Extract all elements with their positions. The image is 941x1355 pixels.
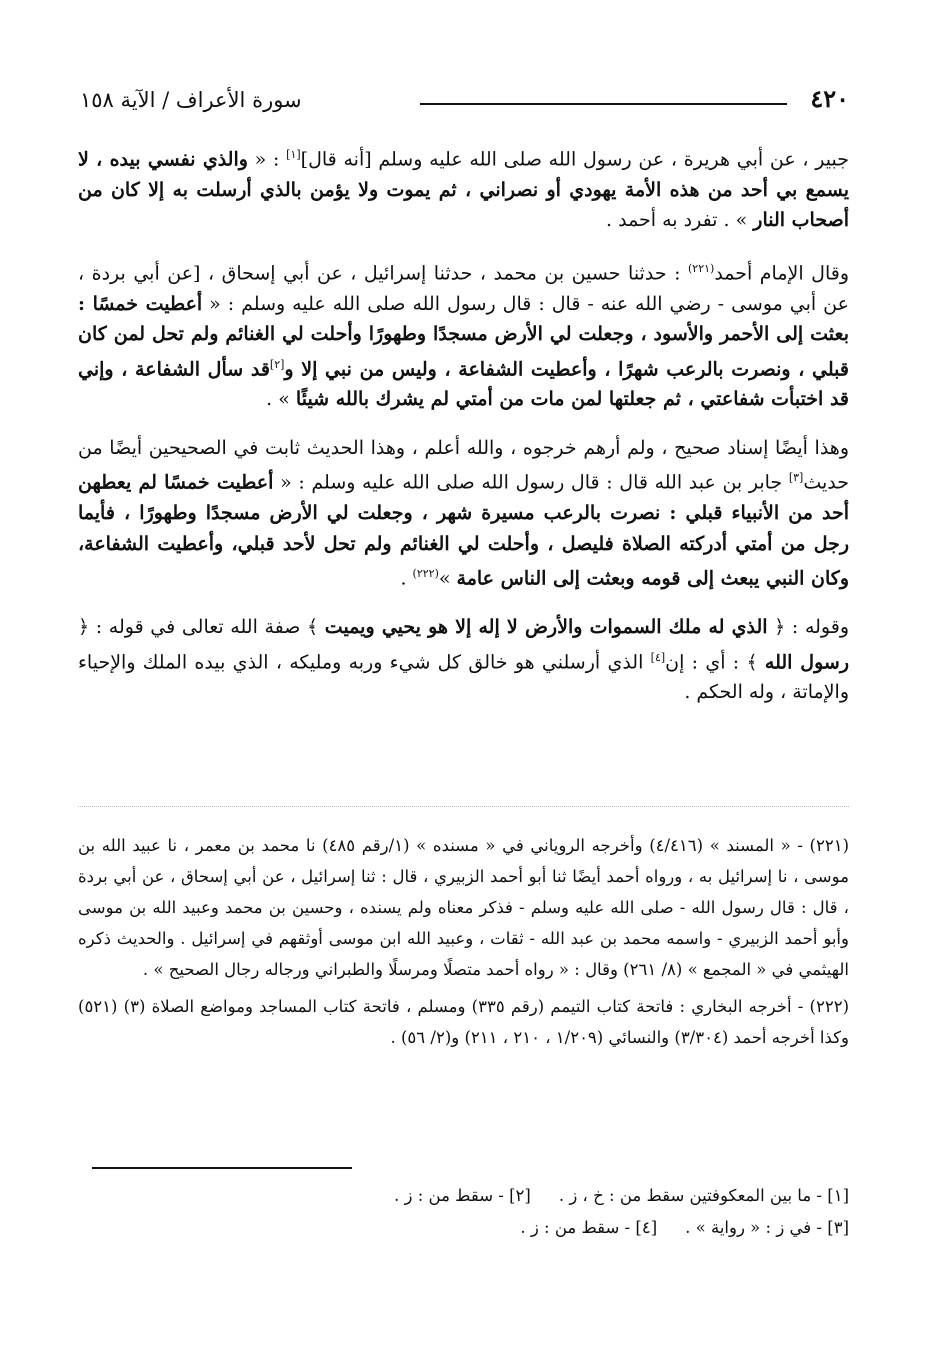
hadith-text: قد سأل الشفاعة ، وإني قد اختبأت شفاعتي ، ثم جعلتها لمن مات من أمتي لم يشرك بالله شيئًا — [78, 357, 849, 411]
footnote-222: (٢٢٢) - أخرجه البخاري : فاتحة كتاب التيمم (رقم ٣٣٥) ومسلم ، فاتحة كتاب المساجد ومواضع الصلاة (٣) (٥٢١) وكذا أخرجه أحمد (٣/٣٠٤) والنسائي (١/٢٠٩ ، ٢١٠ ، ٢١١) و(٢/ ٥٦) . — [78, 997, 850, 1047]
paragraph-1 — [78, 140, 849, 236]
variant-note-1: [١] - ما بين المعكوفتين سقط من : خ ، ز . — [558, 1186, 849, 1205]
narration-text: » . — [266, 388, 296, 411]
narration-text: » — [438, 567, 457, 590]
reference-marker: [٤] — [650, 650, 666, 664]
variant-note-2: [٢] - سقط من : ز . — [394, 1186, 531, 1205]
narration-text: . — [400, 567, 413, 590]
footnotes — [78, 830, 849, 1059]
narration-text: ﴾ : أي : إن — [665, 650, 765, 673]
hadith-text: أعطيت خمسًا لم يعطهن أحد من الأنبياء قبلي : نصرت بالرعب مسيرة شهر ، وجعلت لي الأرض مسجدًا وطهورًا ، فأيما رجل من أمتي أدركته الصلاة فليصل ، وأحلت لي الغنائم ولم تحل لأحد قبلي، وأعطيت الشفاعة، وكان النبي يبعث إلى قومه وبعثت إلى الناس عامة — [78, 471, 849, 590]
paragraph-4 — [78, 612, 849, 708]
page-header — [80, 84, 849, 124]
narration-text: وقوله : ﴿ — [767, 616, 849, 639]
running-title: سورة الأعراف / الآية ١٥٨ — [80, 88, 302, 112]
variant-notes-row — [78, 1180, 849, 1212]
narration-text: ﴾ صفة الله تعالى في قوله : ﴿ — [78, 616, 325, 639]
footnote-221: (٢٢١) - « المسند » (٤/٤١٦) وأخرجه الروياني في « مسنده » (١/رقم ٤٨٥) نا محمد بن معمر ، نا عبيد الله بن موسى ، نا إسرائيل به ، ورواه أحمد أيضًا ثنا أبو أحمد الزبيري ، قال : ثنا إسرائيل ، عن أبي إسحاق ، عن أبي بردة ، قال : قال رسول الله - صلى الله عليه وسلم - فذكر معناه ولم يسنده ، وحسين بن محمد وعبيد الله بن موسى وأبو أحمد الزبيري - واسمه محمد بن عبد الله - ثقات ، وعبيد الله ابن موسى أوثقهم في إسرائيل . والحديث ذكره الهيثمي في « المجمع » (٨/ ٢٦١) وقال : « رواه أحمد متصلًا ومرسلًا والطبراني ورجاله رجال الصحيح » . — [78, 836, 850, 979]
footnote-separator — [78, 806, 849, 807]
hadith-text: والذي نفسي بيده ، لا يسمع بي أحد من هذه الأمة يهودي أو نصراني ، ثم يموت ولا يؤمن بالذي أرسلت به إلا كان من أصحاب النار — [78, 148, 849, 232]
hadith-text: الذي له ملك السموات والأرض لا إله إلا هو يحيي ويميت — [324, 616, 768, 639]
narration-text: : « — [247, 148, 287, 171]
reference-marker: [١] — [286, 148, 301, 161]
reference-marker: (٢٢٢) — [412, 567, 439, 581]
variant-note-3: [٣] - في ز : « رواية » . — [685, 1218, 849, 1237]
reference-marker: [٣] — [788, 471, 804, 485]
narration-text: جبير ، عن أبي هريرة ، عن رسول الله صلى الله عليه وسلم [أنه قال] — [300, 148, 849, 171]
variant-notes-rule — [92, 1167, 352, 1169]
narration-text: جابر بن عبد الله قال : قال رسول الله صلى الله عليه وسلم : « — [273, 471, 789, 494]
narration-text: وقال الإمام أحمد — [714, 262, 849, 285]
hadith-text: أعطيت خمسًا : بعثت إلى الأحمر والأسود ، وجعلت لي الأرض مسجدًا وطهورًا وأحلت لي الغنائم ولم تحل لمن كان قبلي ، ونصرت بالرعب شهرًا ، وأعطيت الشفاعة ، وليس من نبي إلا و — [78, 292, 849, 380]
main-text — [78, 140, 849, 708]
narration-text: الذي أرسلني هو خالق كل شيء وربه ومليكه ، الذي بيده الملك والإحياء والإماتة ، وله الحكم . — [78, 650, 849, 704]
variant-notes — [78, 1180, 849, 1244]
reference-marker: (٢٢١) — [687, 261, 715, 275]
narration-text: : حدثنا حسين بن محمد ، حدثنا إسرائيل ، عن أبي إسحاق ، [عن أبي بردة ، عن أبي موسى - رضي الله عنه - قال : قال رسول الله صلى الله عليه وسلم : « — [78, 262, 849, 315]
paragraph-2 — [78, 254, 849, 415]
paragraph-3 — [78, 433, 849, 594]
header-rule — [420, 103, 787, 105]
page-number: ٤٢٠ — [810, 84, 849, 113]
reference-marker: [٢] — [269, 357, 285, 371]
hadith-text: رسول الله — [764, 650, 850, 673]
variant-notes-row — [78, 1212, 849, 1244]
narration-text: » . تفرد به أحمد . — [606, 209, 754, 232]
variant-note-4: [٤] - سقط من : ز . — [520, 1218, 658, 1237]
narration-text: وهذا أيضًا إسناد صحيح ، ولم أرهم خرجوه ، والله أعلم ، وهذا الحديث ثابت في الصحيحين أيضًا من حديث — [78, 436, 849, 494]
